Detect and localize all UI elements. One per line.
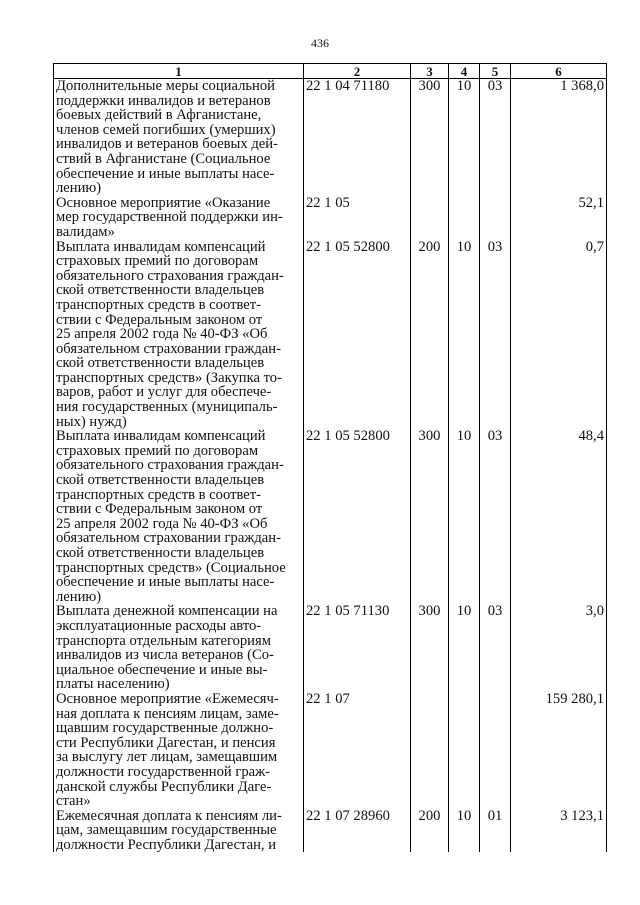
row-name-line: валидам» <box>56 223 115 240</box>
row-subsection: 03 <box>480 79 511 196</box>
row-section <box>449 692 480 809</box>
row-name-line: транспортных средств в соответ- <box>56 486 261 503</box>
row-name-line: ствий в Афганистане (Социальное <box>56 150 271 167</box>
row-name-line: лению) <box>56 588 102 605</box>
header-col-1: 1 <box>54 64 304 79</box>
row-code: 22 1 05 52800 <box>304 429 411 604</box>
row-name-line: обязательного страхования граждан- <box>56 267 284 284</box>
row-name-line: обеспечение и иные выплаты насе- <box>56 574 275 591</box>
row-name <box>54 692 304 809</box>
row-name-line: обязательном страховании граждан- <box>56 530 281 547</box>
row-name-line: Выплата денежной компенсации на <box>56 603 278 620</box>
row-subsection <box>480 196 511 240</box>
row-name-line: 25 апреля 2002 года № 40-ФЗ «Об <box>56 326 268 343</box>
row-name-line: обязательном страховании граждан- <box>56 340 281 357</box>
row-name-line: страховых премий по договорам <box>56 442 259 459</box>
row-name-line: поддержки инвалидов и ветеранов <box>56 92 271 109</box>
row-name <box>54 240 304 430</box>
row-name-line: ской ответственности владельцев <box>56 355 265 372</box>
row-amount: 48,4 <box>511 429 607 604</box>
row-code: 22 1 05 52800 <box>304 240 411 430</box>
row-subsection <box>480 692 511 809</box>
table-row <box>54 604 607 692</box>
row-code: 22 1 05 <box>304 196 411 240</box>
table-row <box>54 809 607 853</box>
row-name-line: ской ответственности владельцев <box>56 545 265 561</box>
row-name-line: транспортных средств в соответ- <box>56 296 261 313</box>
row-name-line: мер государственной поддержки ин- <box>56 209 283 226</box>
row-name-line: должности государственной граж- <box>56 763 271 780</box>
row-section: 10 <box>449 429 480 604</box>
row-amount: 1 368,0 <box>511 79 607 196</box>
row-expense-type: 300 <box>411 429 449 604</box>
header-col-6: 6 <box>511 64 607 79</box>
row-name <box>54 604 304 692</box>
header-col-2: 2 <box>304 64 411 79</box>
row-name-line: ствии с Федеральным законом от <box>56 311 263 328</box>
header-col-4: 4 <box>449 64 480 79</box>
row-name <box>54 809 304 853</box>
row-name-line: инвалидов из числа ветеранов (Со- <box>56 647 274 664</box>
row-expense-type: 300 <box>411 604 449 692</box>
row-name-line: щавшим государственные должно- <box>56 720 274 737</box>
row-name-line: эксплуатационные расходы авто- <box>56 617 262 634</box>
row-subsection: 03 <box>480 240 511 430</box>
row-name-line: должности Республики Дагестан, и <box>56 836 277 853</box>
row-name-line: Основное мероприятие «Оказание <box>56 194 271 211</box>
row-name-line: ных) нужд) <box>56 413 127 430</box>
row-name-line: лению) <box>56 180 102 197</box>
header-col-3: 3 <box>411 64 449 79</box>
page-number: 436 <box>311 36 329 50</box>
table-row <box>54 429 607 604</box>
row-code: 22 1 07 <box>304 692 411 809</box>
budget-table <box>53 63 607 852</box>
row-name-line: членов семей погибших (умерших) <box>56 121 276 138</box>
row-expense-type: 200 <box>411 809 449 853</box>
row-name-line: инвалидов и ветеранов боевых дей- <box>56 136 278 153</box>
row-expense-type: 200 <box>411 240 449 430</box>
row-name-line: транспорта отдельным категориям <box>56 632 271 649</box>
row-amount: 3,0 <box>511 604 607 692</box>
row-name <box>54 79 304 196</box>
row-name-line: 25 апреля 2002 года № 40-ФЗ «Об <box>56 515 268 532</box>
row-name-line: циальное обеспечение и иные вы- <box>56 661 268 678</box>
row-code: 22 1 05 71130 <box>304 604 411 692</box>
row-name-line: Выплата инвалидам компенсаций <box>56 428 266 445</box>
row-amount: 0,7 <box>511 240 607 430</box>
row-name-line: боевых действий в Афганистане, <box>56 107 262 124</box>
row-name-line: ная доплата к пенсиям лицам, заме- <box>56 705 279 722</box>
row-name-line: страховых премий по договорам <box>56 253 259 270</box>
row-section: 10 <box>449 604 480 692</box>
row-name-line: ствии с Федеральным законом от <box>56 501 263 518</box>
row-section: 10 <box>449 809 480 853</box>
row-section: 10 <box>449 240 480 430</box>
row-expense-type <box>411 692 449 809</box>
row-name <box>54 196 304 240</box>
row-name-line: сти Республики Дагестан, и пенсия <box>56 734 276 751</box>
row-name-line: цам, замещавшим государственные <box>56 822 277 839</box>
row-name-line: Дополнительные меры социальной <box>56 78 275 94</box>
row-subsection: 03 <box>480 429 511 604</box>
row-name-line: данской службы Республики Даге- <box>56 778 272 795</box>
row-code: 22 1 07 28960 <box>304 809 411 853</box>
table-row <box>54 196 607 240</box>
table-header-row <box>54 64 607 79</box>
header-col-5: 5 <box>480 64 511 79</box>
row-name-line: ния государственных (муниципаль- <box>56 399 278 416</box>
table-row <box>54 692 607 809</box>
row-name <box>54 429 304 604</box>
row-name-line: транспортных средств» (Социальное <box>56 559 286 576</box>
row-name-line: варов, работ и услуг для обеспече- <box>56 384 272 401</box>
row-name-line: ской ответственности владельцев <box>56 282 265 299</box>
row-section <box>449 196 480 240</box>
row-name-line: Выплата инвалидам компенсаций <box>56 238 266 255</box>
row-name-line: ской ответственности владельцев <box>56 472 265 489</box>
row-section: 10 <box>449 79 480 196</box>
row-amount: 3 123,1 <box>511 809 607 853</box>
row-code: 22 1 04 71180 <box>304 79 411 196</box>
row-name-line: транспортных средств» (Закупка то- <box>56 369 282 386</box>
table-body <box>54 79 607 853</box>
row-name-line: Основное мероприятие «Ежемесяч- <box>56 690 279 707</box>
row-amount: 52,1 <box>511 196 607 240</box>
row-name-line: обеспечение и иные выплаты насе- <box>56 165 275 182</box>
table-row <box>54 240 607 430</box>
row-subsection: 03 <box>480 604 511 692</box>
row-name-line: стан» <box>56 793 91 810</box>
row-name-line: Ежемесячная доплата к пенсиям ли- <box>56 807 282 824</box>
row-expense-type <box>411 196 449 240</box>
row-name-line: за выслугу лет лицам, замещавшим <box>56 749 278 766</box>
row-expense-type: 300 <box>411 79 449 196</box>
row-amount: 159 280,1 <box>511 692 607 809</box>
row-name-line: платы населению) <box>56 676 170 693</box>
table-row <box>54 79 607 196</box>
row-name-line: обязательного страхования граждан- <box>56 457 284 474</box>
row-subsection: 01 <box>480 809 511 853</box>
